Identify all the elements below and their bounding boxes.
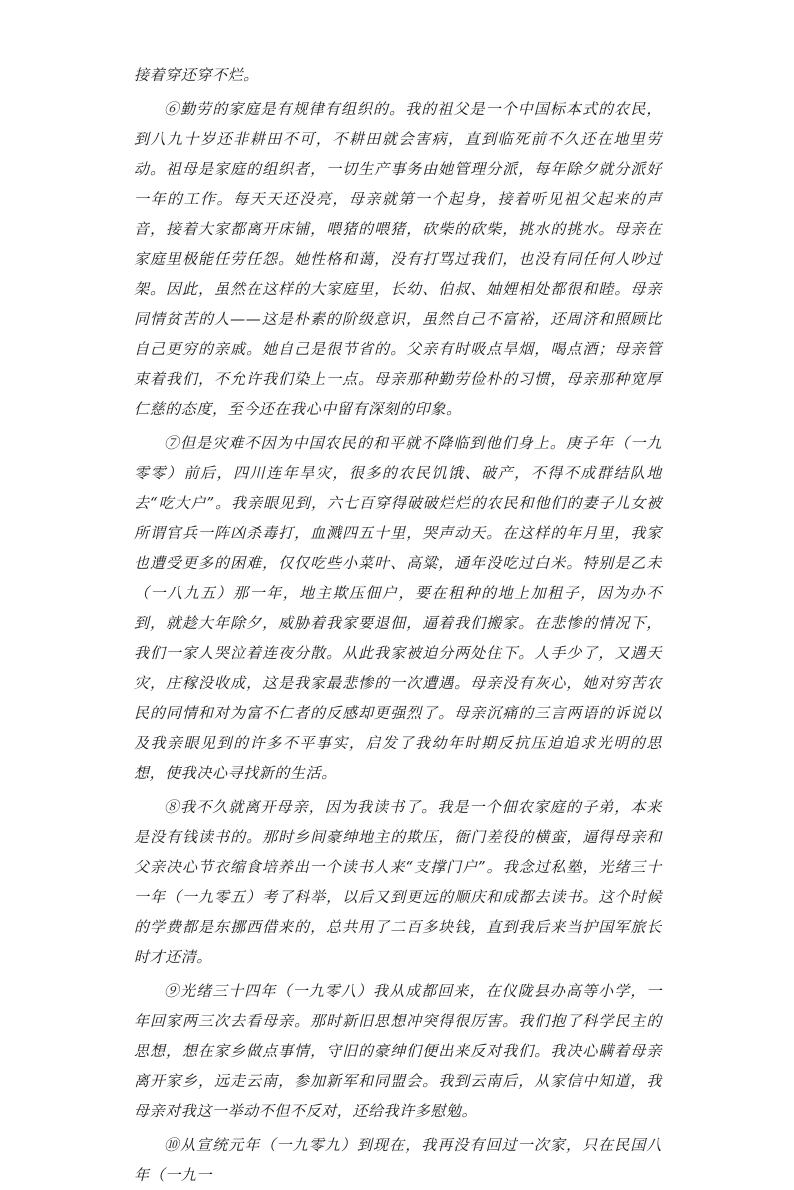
paragraph-9: ⑨光绪三十四年（一九零八）我从成都回来，在仪陇县办高等小学，一年回家两三次去看母亲。那时新旧思想冲突得很厉害。我们抱了科学民主的思想，想在家乡做点事情，守旧的豪绅们便出来反对我们。我决心瞒着母亲离开家乡，远走云南，参加新军和同盟会。我到云南后，从家信中知道，我母亲对我这一举动不但不反对，还给我许多慰勉。 (134, 982, 662, 1120)
paragraph-10: ⑩从宣统元年（一九零九）到现在，我再没有回过一次家，只在民国八年（一九一 (134, 1136, 662, 1184)
paragraph-7: ⑦但是灾难不因为中国农民的和平就不降临到他们身上。庚子年（一九零零）前后，四川连年旱灾，很多的农民饥饿、破产，不得不成群结队地去“吃大户”。我亲眼见到，六七百穿得破破烂烂的农民和他们的妻子儿女被所谓官兵一阵凶杀毒打，血溅四五十里，哭声动天。在这样的年月里，我家也遭受更多的困难，仅仅吃些小菜叶、高粱，通年没吃过白米。特别是乙未（一八九五）那一年，地主欺压佃户，要在租种的地上加租子，因为办不到，就趁大年除夕，威胁着我家要退佃，逼着我们搬家。在悲惨的情况下，我们一家人哭泣着连夜分散。从此我家被迫分两处住下。人手少了，又遇天灾，庄稼没收成，这是我家最悲惨的一次遭遇。母亲没有灰心，她对穷苦农民的同情和对为富不仁者的反感却更强烈了。母亲沉痛的三言两语的诉说以及我亲眼见到的许多不平事实，启发了我幼年时期反抗压迫追求光明的思想，使我决心寻找新的生活。 (134, 434, 662, 782)
paragraph-8: ⑧我不久就离开母亲，因为我读书了。我是一个佃农家庭的子弟，本来是没有钱读书的。那时乡间豪绅地主的欺压，衙门差役的横蛮，逼得母亲和父亲决心节衣缩食培养出一个读书人来“支撑门户”。我念过私塾，光绪三十一年（一九零五）考了科举，以后又到更远的顺庆和成都去读书。这个时候的学费都是东挪西借来的，总共用了二百多块钱，直到我后来当护国军旅长时才还清。 (134, 798, 662, 966)
paragraph-6: ⑥勤劳的家庭是有规律有组织的。我的祖父是一个中国标本式的农民，到八九十岁还非耕田不可，不耕田就会害病，直到临死前不久还在地里劳动。祖母是家庭的组织者，一切生产事务由她管理分派，每年除夕就分派好一年的工作。每天天还没亮，母亲就第一个起身，接着听见祖父起来的声音，接着大家都离开床铺，喂猪的喂猪，砍柴的砍柴，挑水的挑水。母亲在家庭里极能任劳任怨。她性格和蔼，没有打骂过我们，也没有同任何人吵过架。因此，虽然在这样的大家庭里，长幼、伯叔、妯娌相处都很和睦。母亲同情贫苦的人——这是朴素的阶级意识，虽然自己不富裕，还周济和照顾比自己更穷的亲戚。她自己是很节省的。父亲有时吸点旱烟，喝点酒；母亲管束着我们，不允许我们染上一点。母亲那种勤劳俭朴的习惯，母亲那种宽厚仁慈的态度，至今还在我心中留有深刻的印象。 (134, 100, 662, 418)
paragraph-continuation: 接着穿还穿不烂。 (134, 66, 259, 84)
document-body (134, 60, 662, 1190)
